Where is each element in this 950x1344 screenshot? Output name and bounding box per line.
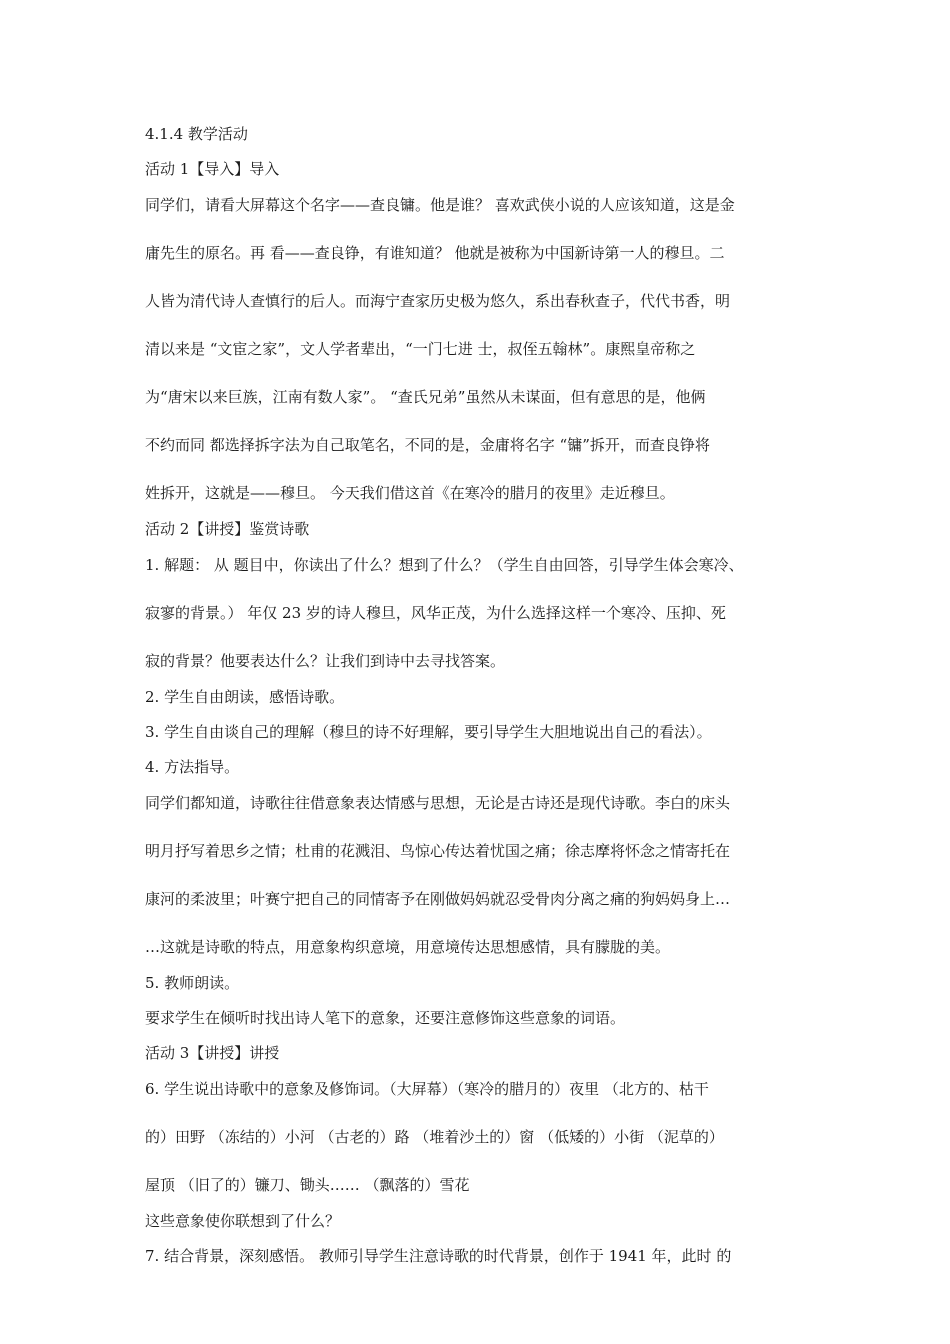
paragraph-line: …这就是诗歌的特点，用意象构织意境，用意境传达思想感情，具有朦胧的美。 — [145, 938, 671, 956]
paragraph-line: 寂寥的背景。） 年仅 23 岁的诗人穆旦，风华正茂，为什么选择这样一个寒冷、压抑、死 — [145, 604, 726, 622]
item-5-text: 要求学生在倾听时找出诗人笔下的意象，还要注意修饰这些意象的词语。 — [145, 1009, 626, 1027]
method-paragraph — [145, 793, 810, 957]
item-5: 5. 教师朗读。 — [145, 974, 240, 992]
item-3: 3. 学生自由谈自己的理解（穆旦的诗不好理解，要引导学生大胆地说出自己的看法）。 — [145, 723, 712, 741]
paragraph-line: 的）田野 （冻结的）小河 （古老的）路 （堆着沙土的）窗 （低矮的）小街 （泥草的） — [145, 1128, 724, 1146]
paragraph-line: 屋顶 （旧了的）镰刀、锄头…… （飘落的）雪花 — [145, 1176, 470, 1194]
activity-2-heading: 活动 2【讲授】鉴赏诗歌 — [145, 520, 310, 538]
paragraph-line: 不约而同 都选择拆字法为自己取笔名，不同的是，金庸将名字 “镛”拆开，而查良铮将 — [145, 436, 710, 454]
section-title: 4.1.4 教学活动 — [145, 125, 248, 143]
question-text: 这些意象使你联想到了什么？ — [145, 1212, 341, 1230]
paragraph-line: 为“唐宋以来巨族，江南有数人家”。 “查氏兄弟”虽然从未谋面，但有意思的是，他俩 — [145, 388, 706, 406]
activity-1-paragraph — [145, 195, 810, 503]
item-2: 2. 学生自由朗读，感悟诗歌。 — [145, 688, 345, 706]
paragraph-line: 同学们都知道，诗歌往往借意象表达情感与思想，无论是古诗还是现代诗歌。李白的床头 — [145, 794, 731, 812]
paragraph-line: 同学们，请看大屏幕这个名字——查良镛。他是谁？ 喜欢武侠小说的人应该知道，这是金 — [145, 196, 735, 214]
document-page — [145, 125, 810, 1282]
item-4: 4. 方法指导。 — [145, 758, 240, 776]
paragraph-line: 清以来是 “文宦之家”，文人学者辈出，“一门七进 士，叔侄五翰林”。康熙皇帝称之 — [145, 340, 696, 358]
paragraph-line: 1. 解题： 从 题目中，你读出了什么？想到了什么？（学生自由回答，引导学生体会寒冷、 — [145, 556, 744, 574]
item-7: 7. 结合背景，深刻感悟。 教师引导学生注意诗歌的时代背景，创作于 1941 年，此时 的 — [145, 1247, 732, 1265]
activity-1-heading: 活动 1【导入】导入 — [145, 160, 280, 178]
paragraph-line: 人皆为清代诗人查慎行的后人。而海宁查家历史极为悠久，系出春秋查子，代代书香，明 — [145, 292, 731, 310]
paragraph-line: 寂的背景？他要表达什么？让我们到诗中去寻找答案。 — [145, 652, 506, 670]
paragraph-line: 姓拆开，这就是——穆旦。 今天我们借这首《在寒冷的腊月的夜里》走近穆旦。 — [145, 484, 675, 502]
paragraph-line: 6. 学生说出诗歌中的意象及修饰词。（大屏幕）（寒冷的腊月的）夜里 （北方的、枯干 — [145, 1080, 709, 1098]
item-1-paragraph — [145, 555, 810, 671]
item-6-paragraph — [145, 1079, 810, 1195]
paragraph-line: 明月抒写着思乡之情；杜甫的花溅泪、鸟惊心传达着忧国之痛；徐志摩将怀念之情寄托在 — [145, 842, 731, 860]
paragraph-line: 康河的柔波里；叶赛宁把自己的同情寄予在刚做妈妈就忍受骨肉分离之痛的狗妈妈身上… — [145, 890, 731, 908]
paragraph-line: 庸先生的原名。再 看——查良铮，有谁知道？ 他就是被称为中国新诗第一人的穆旦。二 — [145, 244, 725, 262]
activity-3-heading: 活动 3【讲授】讲授 — [145, 1044, 280, 1062]
